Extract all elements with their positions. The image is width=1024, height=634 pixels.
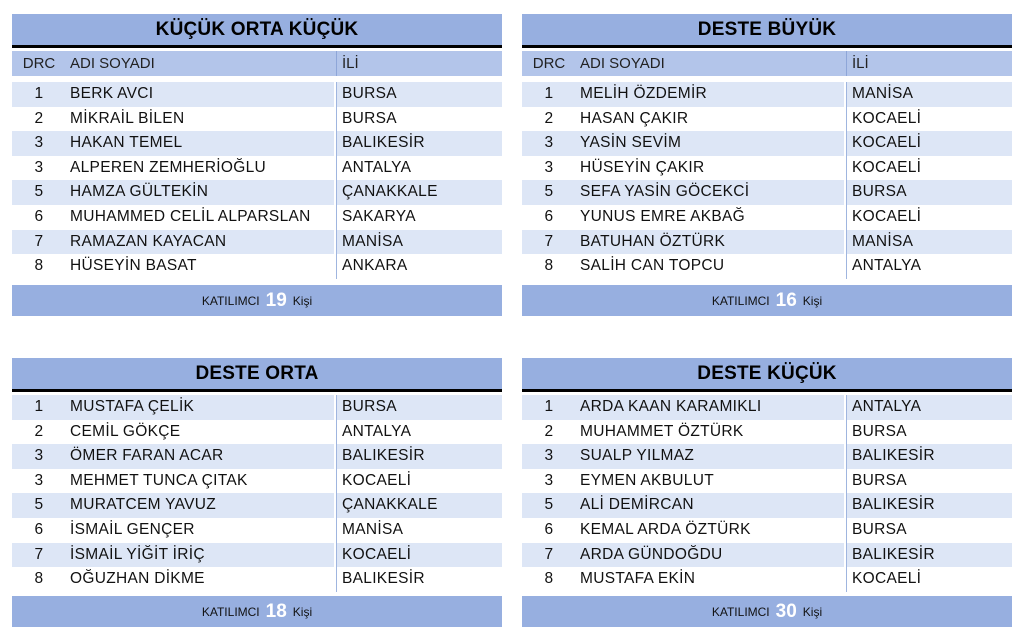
rank-cell: 2 bbox=[544, 422, 554, 440]
rank-cell: 3 bbox=[544, 158, 554, 176]
rank-cell: 8 bbox=[544, 570, 554, 588]
name-cell: HÜSEYİN ÇAKIR bbox=[576, 156, 846, 181]
name-cell: HAMZA GÜLTEKİN bbox=[66, 180, 336, 205]
participant-count: 18 bbox=[265, 600, 287, 622]
table-row bbox=[12, 254, 502, 279]
table-row bbox=[522, 230, 1012, 255]
table-body bbox=[12, 395, 502, 592]
rank-cell: 8 bbox=[544, 257, 554, 275]
header-drc: DRC bbox=[22, 55, 56, 72]
table-row bbox=[522, 156, 1012, 181]
rank-cell: 5 bbox=[544, 183, 554, 201]
table-row bbox=[12, 543, 502, 568]
rank-cell: 3 bbox=[544, 447, 554, 465]
rank-cell: 6 bbox=[544, 520, 554, 538]
table-row bbox=[522, 82, 1012, 107]
name-cell: RAMAZAN KAYACAN bbox=[66, 230, 336, 255]
table-row bbox=[12, 518, 502, 543]
participant-count-bar bbox=[12, 596, 502, 627]
table-row bbox=[12, 444, 502, 469]
city-cell: MANİSA bbox=[846, 82, 1012, 107]
city-cell: ÇANAKKALE bbox=[336, 493, 502, 518]
rank-cell: 6 bbox=[544, 207, 554, 225]
category-title: DESTE BÜYÜK bbox=[522, 14, 1012, 48]
rank-cell: 1 bbox=[34, 398, 44, 415]
rank-cell: 5 bbox=[34, 183, 44, 201]
header-name: ADI SOYADI bbox=[580, 55, 665, 72]
table-row bbox=[12, 156, 502, 181]
name-cell: İSMAİL YİĞİT İRİÇ bbox=[66, 543, 336, 568]
rank-cell: 1 bbox=[34, 85, 44, 102]
results-table-panel bbox=[522, 358, 1012, 627]
city-cell: BURSA bbox=[336, 82, 502, 107]
table-row bbox=[522, 567, 1012, 592]
participant-unit: Kişi bbox=[292, 604, 313, 619]
table-row bbox=[522, 254, 1012, 279]
participant-count-bar bbox=[12, 285, 502, 316]
name-cell: İSMAİL GENÇER bbox=[66, 518, 336, 543]
rank-cell: 3 bbox=[34, 471, 44, 489]
table-row bbox=[12, 567, 502, 592]
participant-label: KATILIMCI bbox=[201, 604, 260, 619]
category-title: KÜÇÜK ORTA KÜÇÜK bbox=[12, 14, 502, 48]
city-cell: KOCAELİ bbox=[846, 205, 1012, 230]
name-cell: OĞUZHAN DİKME bbox=[66, 567, 336, 592]
name-cell: MUHAMMED CELİL ALPARSLAN bbox=[66, 205, 336, 230]
city-cell: BURSA bbox=[336, 395, 502, 420]
name-cell: BATUHAN ÖZTÜRK bbox=[576, 230, 846, 255]
city-cell: ANTALYA bbox=[846, 395, 1012, 420]
city-cell: KOCAELİ bbox=[336, 469, 502, 494]
city-cell: MANİSA bbox=[846, 230, 1012, 255]
name-cell: MURATCEM YAVUZ bbox=[66, 493, 336, 518]
participant-count: 16 bbox=[775, 289, 797, 311]
name-cell: ALİ DEMİRCAN bbox=[576, 493, 846, 518]
city-cell: ANTALYA bbox=[336, 420, 502, 445]
participant-count: 30 bbox=[775, 600, 797, 622]
rank-cell: 1 bbox=[544, 85, 554, 102]
table-row bbox=[12, 469, 502, 494]
city-cell: KOCAELİ bbox=[846, 567, 1012, 592]
table-row bbox=[522, 518, 1012, 543]
name-cell: ALPEREN ZEMHERİOĞLU bbox=[66, 156, 336, 181]
participant-label: KATILIMCI bbox=[711, 293, 770, 308]
rank-cell: 3 bbox=[34, 447, 44, 465]
results-table-panel bbox=[12, 358, 502, 627]
table-row bbox=[522, 205, 1012, 230]
name-cell: ÖMER FARAN ACAR bbox=[66, 444, 336, 469]
table-row bbox=[522, 444, 1012, 469]
city-cell: MANİSA bbox=[336, 230, 502, 255]
header-city: İLİ bbox=[846, 51, 1012, 76]
city-cell: BURSA bbox=[846, 518, 1012, 543]
name-cell: MELİH ÖZDEMİR bbox=[576, 82, 846, 107]
header-drc: DRC bbox=[532, 55, 566, 72]
city-cell: ÇANAKKALE bbox=[336, 180, 502, 205]
rank-cell: 8 bbox=[34, 257, 44, 275]
table-row bbox=[12, 180, 502, 205]
rank-cell: 7 bbox=[544, 232, 554, 250]
city-cell: BURSA bbox=[336, 107, 502, 132]
table-row bbox=[522, 131, 1012, 156]
name-cell: ARDA GÜNDOĞDU bbox=[576, 543, 846, 568]
participant-count-bar bbox=[522, 596, 1012, 627]
rank-cell: 3 bbox=[544, 471, 554, 489]
name-cell: HAKAN TEMEL bbox=[66, 131, 336, 156]
name-cell: SUALP YILMAZ bbox=[576, 444, 846, 469]
name-cell: MİKRAİL BİLEN bbox=[66, 107, 336, 132]
name-cell: BERK AVCI bbox=[66, 82, 336, 107]
table-row bbox=[12, 395, 502, 420]
city-cell: MANİSA bbox=[336, 518, 502, 543]
table-row bbox=[522, 543, 1012, 568]
participant-unit: Kişi bbox=[802, 293, 823, 308]
city-cell: SAKARYA bbox=[336, 205, 502, 230]
header-city: İLİ bbox=[336, 51, 502, 76]
participant-unit: Kişi bbox=[292, 293, 313, 308]
rank-cell: 3 bbox=[544, 134, 554, 152]
participant-count: 19 bbox=[265, 289, 287, 311]
city-cell: ANTALYA bbox=[846, 254, 1012, 279]
name-cell: MEHMET TUNCA ÇITAK bbox=[66, 469, 336, 494]
table-row bbox=[522, 493, 1012, 518]
name-cell: YASİN SEVİM bbox=[576, 131, 846, 156]
rank-cell: 3 bbox=[34, 134, 44, 152]
city-cell: BALIKESİR bbox=[846, 543, 1012, 568]
rank-cell: 2 bbox=[34, 422, 44, 440]
participant-unit: Kişi bbox=[802, 604, 823, 619]
rank-cell: 8 bbox=[34, 570, 44, 588]
city-cell: BALIKESİR bbox=[846, 444, 1012, 469]
category-title: DESTE KÜÇÜK bbox=[522, 358, 1012, 392]
rank-cell: 6 bbox=[34, 207, 44, 225]
rank-cell: 5 bbox=[34, 496, 44, 514]
city-cell: BALIKESİR bbox=[336, 567, 502, 592]
results-table-panel bbox=[522, 14, 1012, 316]
city-cell: KOCAELİ bbox=[336, 543, 502, 568]
table-body bbox=[522, 82, 1012, 279]
city-cell: BALIKESİR bbox=[336, 444, 502, 469]
table-row bbox=[522, 180, 1012, 205]
city-cell: BURSA bbox=[846, 180, 1012, 205]
name-cell: MUSTAFA ÇELİK bbox=[66, 395, 336, 420]
name-cell: HASAN ÇAKIR bbox=[576, 107, 846, 132]
participant-label: KATILIMCI bbox=[201, 293, 260, 308]
table-row bbox=[12, 230, 502, 255]
rank-cell: 2 bbox=[544, 109, 554, 127]
header-name: ADI SOYADI bbox=[70, 55, 155, 72]
table-row bbox=[522, 395, 1012, 420]
table-row bbox=[12, 420, 502, 445]
rank-cell: 2 bbox=[34, 109, 44, 127]
name-cell: HÜSEYİN BASAT bbox=[66, 254, 336, 279]
city-cell: ANTALYA bbox=[336, 156, 502, 181]
city-cell: BURSA bbox=[846, 469, 1012, 494]
category-title: DESTE ORTA bbox=[12, 358, 502, 392]
table-row bbox=[12, 205, 502, 230]
city-cell: KOCAELİ bbox=[846, 156, 1012, 181]
table-row bbox=[12, 82, 502, 107]
city-cell: BURSA bbox=[846, 420, 1012, 445]
rank-cell: 6 bbox=[34, 520, 44, 538]
participant-count-bar bbox=[522, 285, 1012, 316]
name-cell: YUNUS EMRE AKBAĞ bbox=[576, 205, 846, 230]
table-row bbox=[522, 107, 1012, 132]
city-cell: KOCAELİ bbox=[846, 131, 1012, 156]
name-cell: CEMİL GÖKÇE bbox=[66, 420, 336, 445]
city-cell: ANKARA bbox=[336, 254, 502, 279]
participant-label: KATILIMCI bbox=[711, 604, 770, 619]
table-body bbox=[522, 395, 1012, 592]
table-row bbox=[12, 493, 502, 518]
name-cell: EYMEN AKBULUT bbox=[576, 469, 846, 494]
table-row bbox=[522, 469, 1012, 494]
name-cell: MUHAMMET ÖZTÜRK bbox=[576, 420, 846, 445]
rank-cell: 5 bbox=[544, 496, 554, 514]
rank-cell: 7 bbox=[544, 545, 554, 563]
table-header bbox=[12, 51, 502, 76]
table-row bbox=[12, 107, 502, 132]
name-cell: SALİH CAN TOPCU bbox=[576, 254, 846, 279]
city-cell: BALIKESİR bbox=[846, 493, 1012, 518]
rank-cell: 7 bbox=[34, 232, 44, 250]
rank-cell: 7 bbox=[34, 545, 44, 563]
name-cell: ARDA KAAN KARAMIKLI bbox=[576, 395, 846, 420]
table-body bbox=[12, 82, 502, 279]
name-cell: KEMAL ARDA ÖZTÜRK bbox=[576, 518, 846, 543]
table-row bbox=[522, 420, 1012, 445]
results-table-panel bbox=[12, 14, 502, 316]
rank-cell: 1 bbox=[544, 398, 554, 415]
city-cell: KOCAELİ bbox=[846, 107, 1012, 132]
table-header bbox=[522, 51, 1012, 76]
rank-cell: 3 bbox=[34, 158, 44, 176]
city-cell: BALIKESİR bbox=[336, 131, 502, 156]
name-cell: MUSTAFA EKİN bbox=[576, 567, 846, 592]
table-row bbox=[12, 131, 502, 156]
name-cell: SEFA YASİN GÖCEKCİ bbox=[576, 180, 846, 205]
